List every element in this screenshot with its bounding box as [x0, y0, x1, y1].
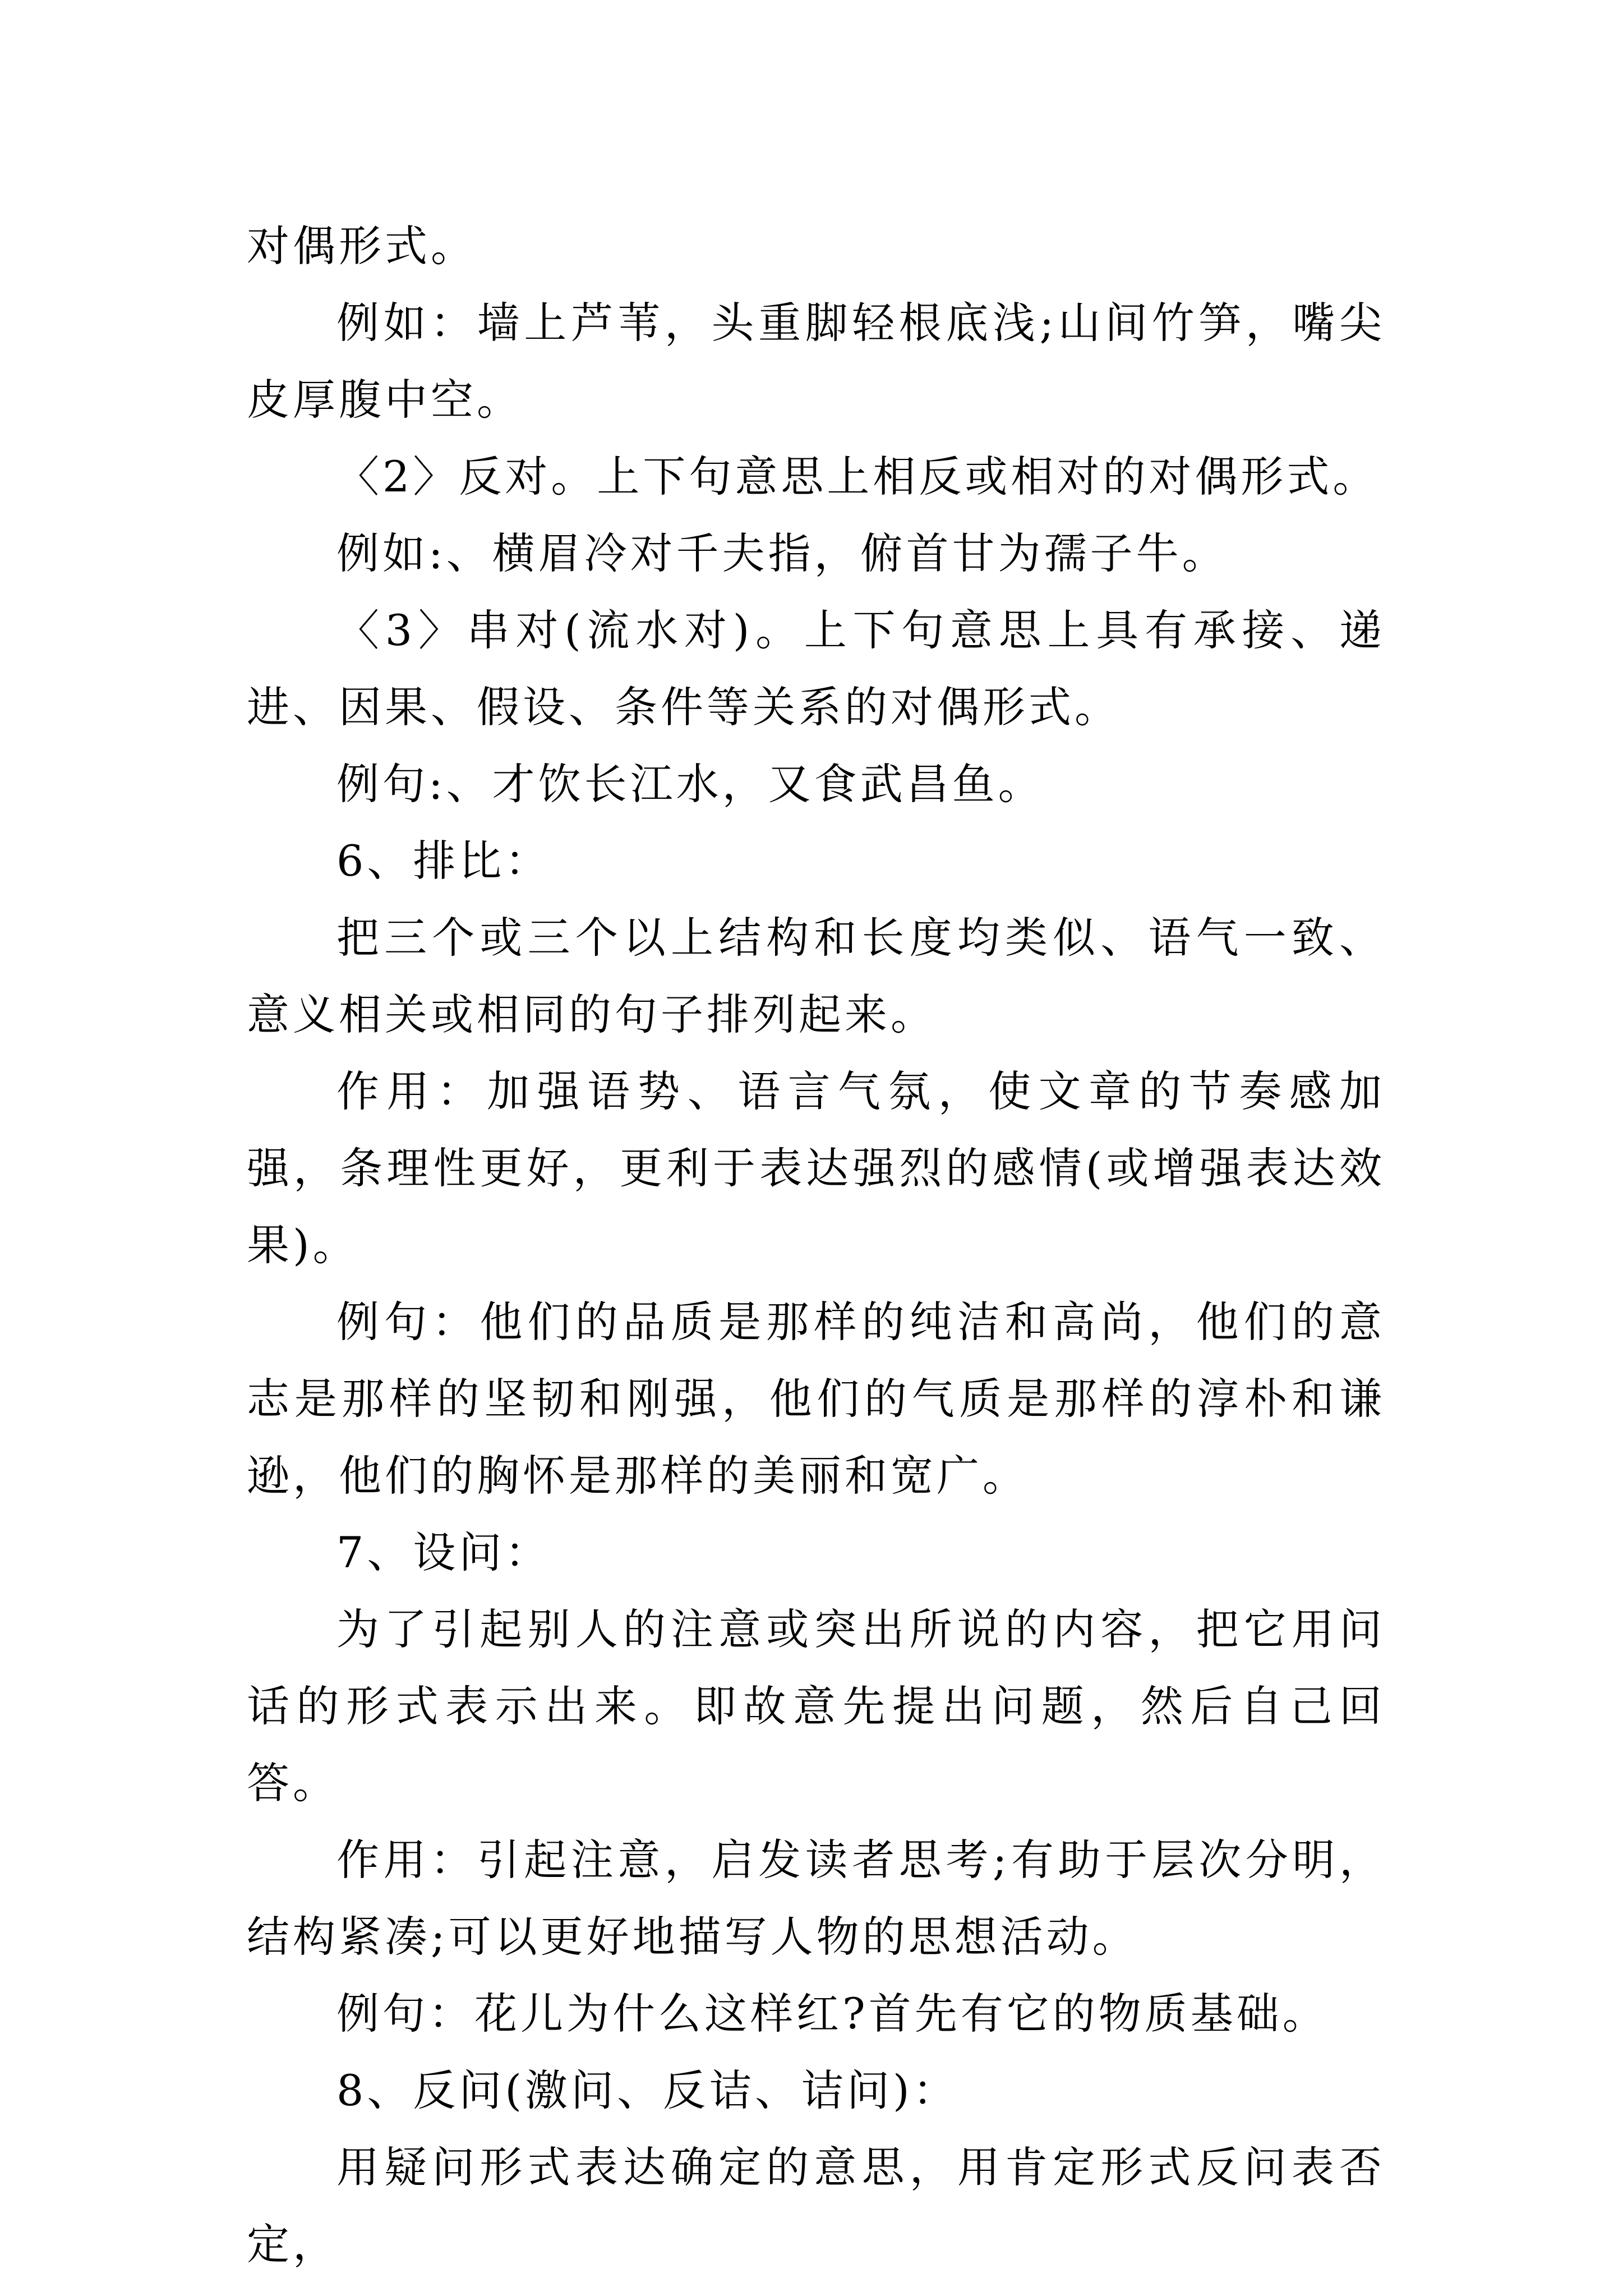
paragraph: 〈2〉反对。上下句意思上相反或相对的对偶形式。: [336, 452, 1379, 501]
paragraph: 作用：加强语势、语言气氛，使文章的节奏感加强，条理性更好，更利于表达强烈的感情(或增强表达效果)。: [247, 1066, 1385, 1270]
paragraph: 把三个或三个以上结构和长度均类似、语气一致、意义相关或相同的句子排列起来。: [247, 913, 1385, 1039]
paragraph: 为了引起别人的注意或突出所说的内容，把它用问话的形式表示出来。即故意先提出问题，然后自己回答。: [247, 1604, 1385, 1808]
document-body: [247, 208, 1385, 2283]
section-heading: 6、排比：: [336, 836, 551, 886]
paragraph: 例句:、才饮长江水，又食武昌鱼。: [336, 759, 1044, 809]
paragraph: 对偶形式。: [247, 221, 477, 271]
paragraph: 作用：引起注意，启发读者思考;有助于层次分明，结构紧凑;可以更好地描写人物的思想活动。: [247, 1835, 1385, 1962]
paragraph: 〈3〉串对(流水对)。上下句意思上具有承接、递进、因果、假设、条件等关系的对偶形式。: [247, 605, 1385, 732]
paragraph: 例句：他们的品质是那样的纯洁和高尚，他们的意志是那样的坚韧和刚强，他们的气质是那样的淳朴和谦逊，他们的胸怀是那样的美丽和宽广。: [247, 1297, 1385, 1501]
paragraph: 例如:、横眉冷对千夫指，俯首甘为孺子牛。: [336, 528, 1228, 578]
section-heading: 7、设问：: [336, 1527, 551, 1577]
paragraph: 例如：墙上芦苇，头重脚轻根底浅;山间竹笋，嘴尖皮厚腹中空。: [247, 298, 1385, 425]
paragraph: 用疑问形式表达确定的意思，用肯定形式反问表否定，: [247, 2142, 1385, 2269]
section-heading: 8、反问(激问、反诘、诘问)：: [336, 2065, 959, 2115]
paragraph: 例句：花儿为什么这样红?首先有它的物质基础。: [336, 1989, 1329, 2039]
